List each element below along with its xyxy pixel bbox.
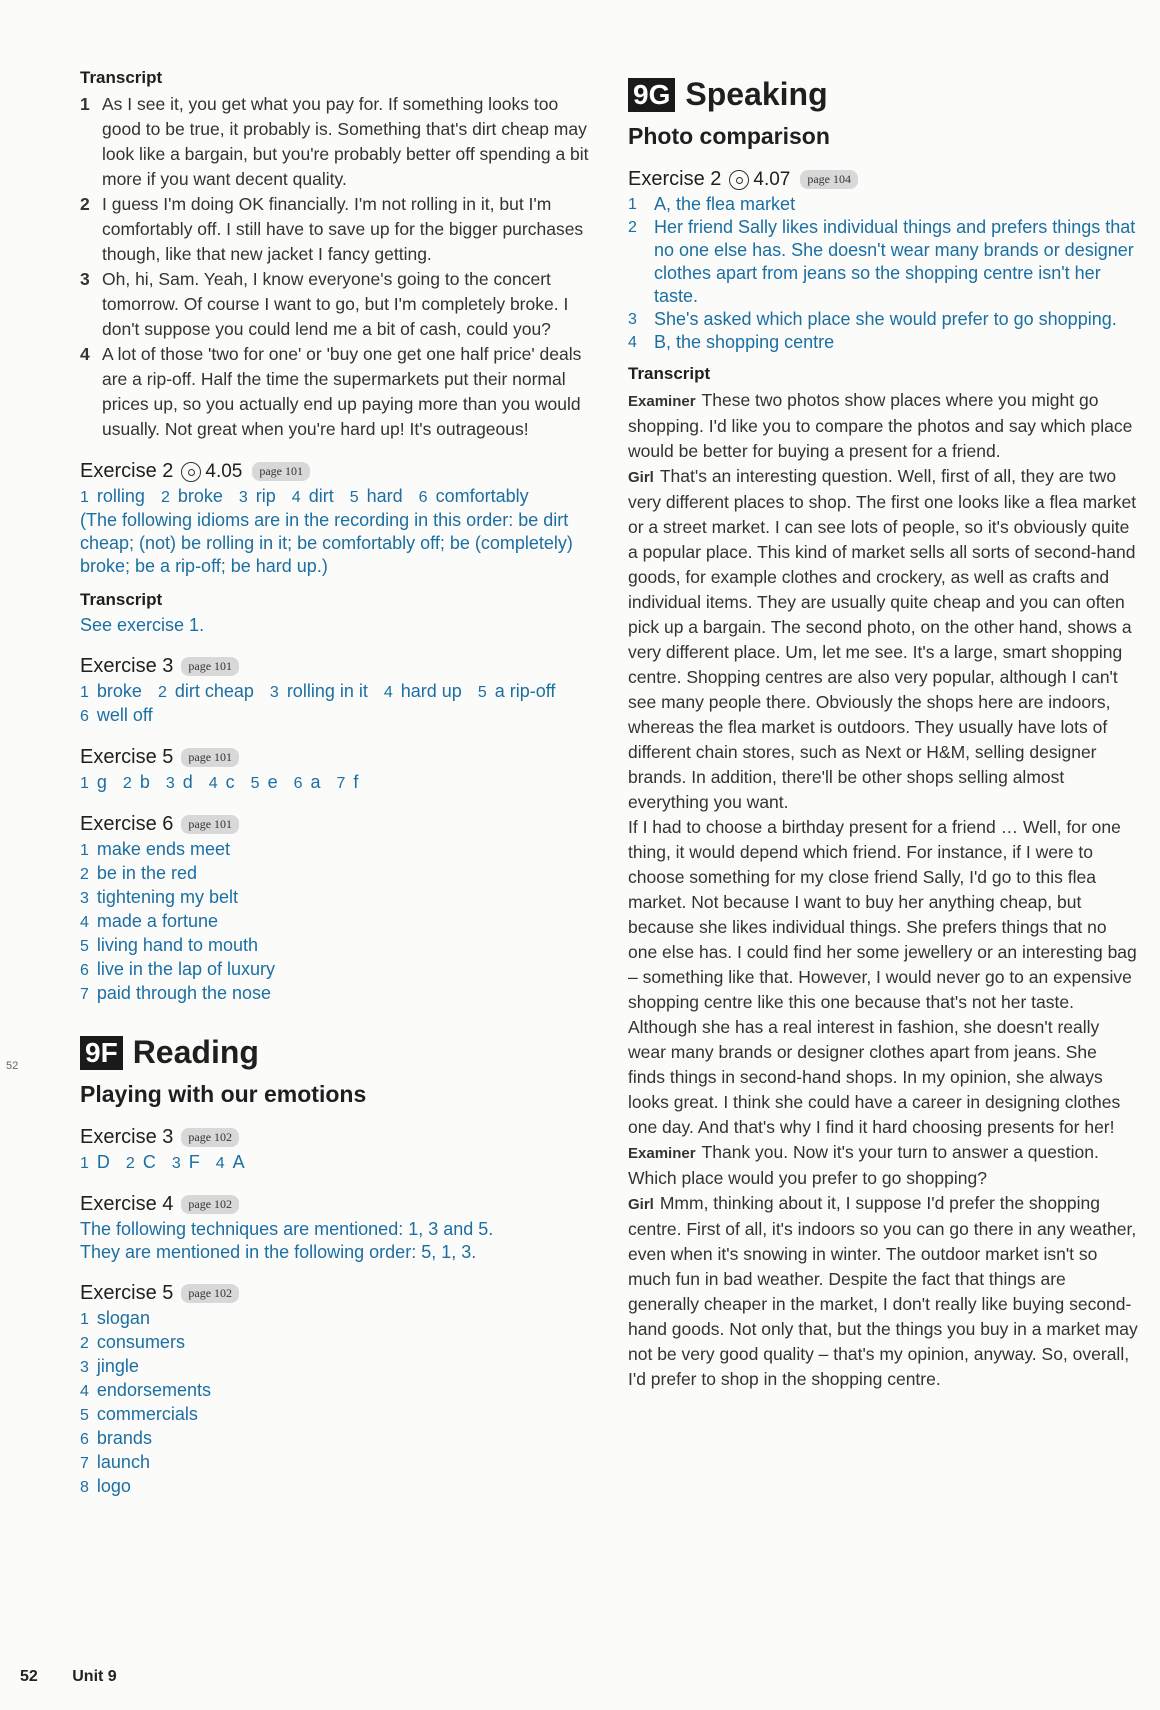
reading-exercise-3-answers <box>80 1151 600 1175</box>
exercise-title: Exercise 2 <box>80 460 174 482</box>
exercise-title: Exercise 2 <box>628 168 722 190</box>
page-badge: page 101 <box>181 815 239 834</box>
right-column <box>628 68 1138 1392</box>
transcript-paragraph: If I had to choose a birthday present for a friend … Well, for one thing, it would depend which friend. For instance, if I were to choose something for my close friend Sally, I'd go to this flea market. Not because I want to buy her anything cheap, but because she likes individual things. She prefers things that no one else has. I could find her some jewellery or an interesting bag – something like that. However, I would never go to an expensive shopping centre like this one because that's not her taste. Although she has a real interest in fashion, she doesn't really wear many brands or designer clothes apart from jeans. She finds things in second-hand shops. In my opinion, she always looks great. I think she could have a career in designing clothes one day. And that's why I find it hard choosing presents for her! <box>628 817 1137 1137</box>
transcript-paragraph: Examiner Thank you. Now it's your turn to answer a question. Which place would you prefer to go shopping? <box>628 1142 1099 1188</box>
exercise-2-heading <box>80 460 600 483</box>
speaking-exercise-2-answers <box>628 193 1138 354</box>
section-9g-header <box>628 76 1138 113</box>
left-column <box>80 68 600 1499</box>
answer-item: 1 slogan <box>80 1308 150 1328</box>
track-number: 4.05 <box>205 460 243 482</box>
exercise-title: Exercise 5 <box>80 1282 174 1304</box>
answer-item: 6 comfortably <box>418 486 529 506</box>
item-text: I guess I'm doing OK financially. I'm not rolling in it, but I'm comfortably off. I still have to save up for the bigger purchases though, like that new jacket I fancy getting. <box>102 194 584 264</box>
answer-item: 6 live in the lap of luxury <box>80 959 275 979</box>
answer-item: 7 f <box>336 772 359 792</box>
answer-item: 3 jingle <box>80 1356 139 1376</box>
answer-item: 6 well off <box>80 705 153 725</box>
reading-exercise-4-heading <box>80 1193 600 1216</box>
exercise-title: Exercise 3 <box>80 1126 174 1148</box>
page-number: 52 <box>20 1668 38 1685</box>
page-badge: page 101 <box>252 462 310 481</box>
track-number: 4.07 <box>753 168 791 190</box>
answer-item: 4 endorsements <box>80 1380 211 1400</box>
exercise-title: Exercise 3 <box>80 655 174 677</box>
answer-item: 5 commercials <box>80 1404 198 1424</box>
exercise-6-heading <box>80 813 600 836</box>
exercise-3-heading <box>80 655 600 678</box>
item-number: 4 <box>80 344 90 364</box>
transcript-item <box>80 342 600 442</box>
answer-item: 5 a rip-off <box>477 681 556 701</box>
transcript-heading: Transcript <box>80 590 163 609</box>
audio-cd-icon <box>181 462 201 482</box>
answer-item: 4 A <box>215 1152 245 1172</box>
exercise-2-note: (The following idioms are in the recording in this order: be dirt cheap; (not) be rolling in it; be comfortably off; be (completely) broke; be a rip-off; be hard up.) <box>80 510 573 576</box>
answer-item: 4 c <box>208 772 235 792</box>
item-number: 2 <box>80 194 90 214</box>
exercise-title: Exercise 5 <box>80 746 174 768</box>
answer-item: 6 brands <box>80 1428 152 1448</box>
answer-item: 1 rolling <box>80 486 145 506</box>
speaker-label: Examiner <box>628 1145 696 1162</box>
exercise-title: Exercise 4 <box>80 1193 174 1215</box>
section-subtitle: Playing with our emotions <box>80 1081 367 1107</box>
transcript-item <box>80 192 600 267</box>
section-title: Speaking <box>685 76 828 112</box>
item-number: 1 <box>80 94 90 114</box>
transcript-paragraph: Examiner These two photos show places where you might go shopping. I'd like you to compare the photos and say which place would be better for buying a present for a friend. <box>628 390 1133 461</box>
answer-item: 2 consumers <box>80 1332 185 1352</box>
speaker-label: Girl <box>628 1196 654 1213</box>
item-text: As I see it, you get what you pay for. If something looks too good to be true, it probably is. Something that's dirt cheap may look like a bargain, but you're probably better off spending a bit more if you want decent quality. <box>102 94 589 189</box>
exercise-5-heading <box>80 746 600 769</box>
answer-item: 3 d <box>165 772 193 792</box>
page-badge: page 102 <box>181 1128 239 1147</box>
speaking-exercise-2-heading <box>628 168 1138 191</box>
answer-item: 1 make ends meet <box>80 839 230 859</box>
answer-item: 4 dirt <box>291 486 334 506</box>
exercise-3-answers <box>80 680 600 728</box>
exercise-6-answers <box>80 838 600 1006</box>
answer-item: 7 paid through the nose <box>80 983 272 1003</box>
answer-item: 2 be in the red <box>80 863 197 883</box>
reading-exercise-4-line-1: The following techniques are mentioned: 1, 3 and 5. <box>80 1219 494 1239</box>
answer-item: 2 b <box>122 772 150 792</box>
page-badge: page 104 <box>800 170 858 189</box>
answer-item: 1 A, the flea market <box>628 194 796 214</box>
item-text: Oh, hi, Sam. Yeah, I know everyone's going to the concert tomorrow. Of course I want to go, but I'm completely broke. I don't suppose you could lend me a bit of cash, could you? <box>102 269 569 339</box>
answer-item: 4 made a fortune <box>80 911 218 931</box>
answer-item: 8 logo <box>80 1476 131 1496</box>
transcript-item <box>80 92 600 192</box>
section-badge: 9F <box>80 1036 123 1070</box>
page-badge: page 101 <box>181 657 239 676</box>
section-9f-header <box>80 1034 600 1071</box>
page-footer <box>20 1668 117 1686</box>
answer-item: 3 rip <box>238 486 276 506</box>
speaker-label: Examiner <box>628 393 696 410</box>
exercise-2-answers <box>80 485 600 509</box>
answer-item: 3 She's asked which place she would prefer to go shopping. <box>628 309 1117 329</box>
margin-number: 52 <box>6 1060 19 1072</box>
answer-item: 3 F <box>171 1152 200 1172</box>
answer-item: 2 Her friend Sally likes individual things and prefers things that no one else has. She doesn't wear many brands or designer clothes apart from jeans so the shopping centre isn't her taste. <box>628 217 1136 306</box>
transcript-heading: Transcript <box>628 364 711 383</box>
transcript-paragraph: Girl That's an interesting question. Well, first of all, they are two very different places to shop. The first one looks like a flea market or a street market. I can see lots of people, so it's obviously quite a popular place. This kind of market sells all sorts of second-hand goods, for example clothes and crockery, as well as crafts and individual items. They are usually quite cheap and you can often pick up a bargain. The second photo, on the other hand, shows a very different place. Um, let me see. It's a large, smart shopping centre. Shopping centres are also very popular, although I can't see many people there. Obviously the shops here are indoors, whereas the flea market is outdoors. They usually have lots of different chain stores, such as Next or H&M, selling designer brands. In addition, there'll be other shops selling almost everything you want. <box>628 466 1137 812</box>
answer-item: 3 tightening my belt <box>80 887 238 907</box>
answer-item: 5 living hand to mouth <box>80 935 259 955</box>
answer-item: 2 broke <box>160 486 223 506</box>
exercise-title: Exercise 6 <box>80 813 174 835</box>
answer-item: 2 dirt cheap <box>157 681 254 701</box>
item-text: A lot of those 'two for one' or 'buy one get one half price' deals are a rip-off. Half the time the supermarkets put their normal prices up, so you actually end up paying more than you would usually. Not great when you're hard up! It's outrageous! <box>102 344 582 439</box>
answer-item: 1 g <box>80 772 107 792</box>
transcript-reference: See exercise 1. <box>80 615 205 635</box>
transcript-heading: Transcript <box>80 68 163 87</box>
reading-exercise-4-line-2: They are mentioned in the following order: 5, 1, 3. <box>80 1242 477 1262</box>
page-badge: page 101 <box>181 748 239 767</box>
answer-item: 7 launch <box>80 1452 150 1472</box>
answer-item: 1 D <box>80 1152 110 1172</box>
answer-item: 3 rolling in it <box>269 681 368 701</box>
exercise-5-answers <box>80 771 600 795</box>
reading-exercise-5-heading <box>80 1282 600 1305</box>
section-subtitle: Photo comparison <box>628 123 830 149</box>
answer-item: 4 hard up <box>383 681 462 701</box>
answer-item: 2 C <box>125 1152 156 1172</box>
reading-exercise-3-heading <box>80 1126 600 1149</box>
answer-item: 5 e <box>250 772 278 792</box>
transcript-section-1 <box>80 68 600 442</box>
answer-item: 4 B, the shopping centre <box>628 332 835 352</box>
transcript-paragraph: Girl Mmm, thinking about it, I suppose I'd prefer the shopping centre. First of all, it's indoors so you can go there in any weather, even when it's snowing in winter. The outdoor market isn't so much fun in bad weather. Despite the fact that things are generally cheaper in the market, I don't really like buying second-hand goods. Not only that, but the things you buy in a market may not be very good quality – that's my opinion, anyway. So, overall, I'd prefer to shop in the shopping centre. <box>628 1193 1138 1389</box>
audio-cd-icon <box>729 170 749 190</box>
item-number: 3 <box>80 269 90 289</box>
answer-item: 6 a <box>293 772 321 792</box>
page-badge: page 102 <box>181 1284 239 1303</box>
page-badge: page 102 <box>181 1195 239 1214</box>
reading-exercise-5-answers <box>80 1307 600 1499</box>
section-title: Reading <box>132 1034 259 1070</box>
answer-item: 1 broke <box>80 681 142 701</box>
answer-item: 5 hard <box>349 486 403 506</box>
transcript-item <box>80 267 600 342</box>
section-badge: 9G <box>628 78 675 112</box>
unit-label: Unit 9 <box>72 1668 117 1685</box>
speaker-label: Girl <box>628 469 654 486</box>
